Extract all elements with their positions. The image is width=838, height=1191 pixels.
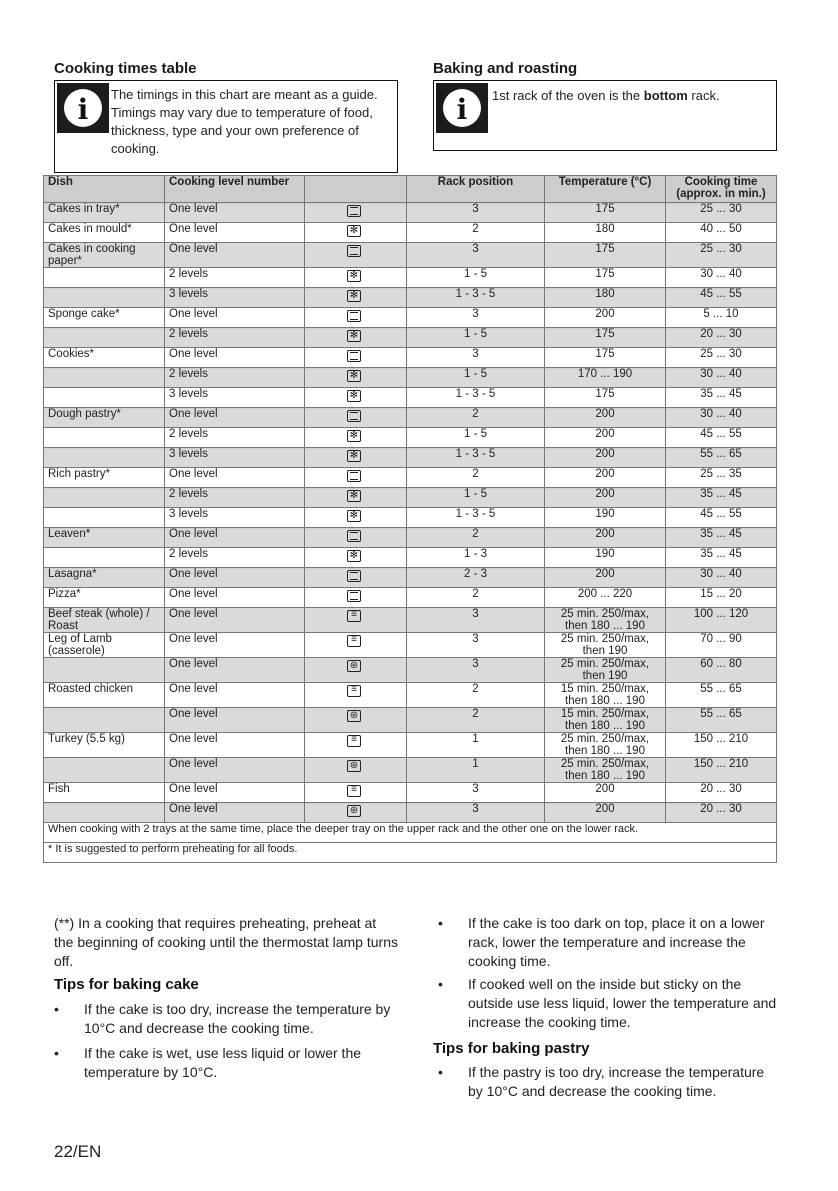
topbottom-heating-icon (347, 570, 361, 582)
cell-dish: Pizza* (44, 588, 165, 608)
cell-cooking-time: 35 ... 45 (666, 488, 777, 508)
cell-temperature: 15 min. 250/max, then 180 ... 190 (545, 708, 666, 733)
cell-function (305, 288, 407, 308)
cell-cooking-time: 15 ... 20 (666, 588, 777, 608)
cell-temperature: 15 min. 250/max, then 180 ... 190 (545, 683, 666, 708)
cell-temperature: 175 (545, 388, 666, 408)
cell-cooking-time: 40 ... 50 (666, 223, 777, 243)
table-row (44, 608, 777, 633)
cell-dish (44, 388, 165, 408)
table-row (44, 308, 777, 328)
info-text-rack: 1st rack of the oven is the bottom rack. (492, 88, 720, 103)
cell-temperature: 200 (545, 408, 666, 428)
cell-temperature: 200 (545, 468, 666, 488)
cell-function (305, 508, 407, 528)
cell-cooking-level: 2 levels (165, 428, 305, 448)
cell-dish: Beef steak (whole) / Roast (44, 608, 165, 633)
cell-function (305, 633, 407, 658)
cell-rack-position: 1 (407, 758, 545, 783)
cell-temperature: 25 min. 250/max, then 180 ... 190 (545, 608, 666, 633)
cell-function (305, 608, 407, 633)
cell-cooking-level: One level (165, 243, 305, 268)
table-header-row (44, 176, 777, 203)
cell-cooking-level: 3 levels (165, 508, 305, 528)
cell-function (305, 268, 407, 288)
cell-rack-position: 2 (407, 468, 545, 488)
bullet-dot: • (438, 915, 443, 931)
cell-cooking-level: One level (165, 223, 305, 243)
cell-temperature: 200 (545, 803, 666, 823)
cell-rack-position: 1 - 5 (407, 368, 545, 388)
cell-dish: Cookies* (44, 348, 165, 368)
table-row (44, 243, 777, 268)
cell-temperature: 200 (545, 448, 666, 468)
table-row (44, 468, 777, 488)
cell-cooking-time: 55 ... 65 (666, 448, 777, 468)
cell-temperature: 200 ... 220 (545, 588, 666, 608)
cell-rack-position: 3 (407, 633, 545, 658)
footnote-row (44, 843, 777, 863)
table-row (44, 408, 777, 428)
cell-cooking-level: One level (165, 803, 305, 823)
fangrill-heating-icon (347, 660, 361, 672)
cell-dish (44, 268, 165, 288)
grill-heating-icon (347, 685, 361, 697)
cell-function (305, 328, 407, 348)
cell-dish: Turkey (5.5 kg) (44, 733, 165, 758)
cell-cooking-level: One level (165, 733, 305, 758)
fan-heating-icon (347, 510, 361, 522)
fan-heating-icon (347, 330, 361, 342)
bullet-dot: • (54, 1001, 59, 1017)
table-row (44, 428, 777, 448)
cell-temperature: 25 min. 250/max, then 190 (545, 658, 666, 683)
table-row (44, 708, 777, 733)
cell-function (305, 803, 407, 823)
table-row (44, 803, 777, 823)
cell-dish: Leg of Lamb (casserole) (44, 633, 165, 658)
cell-function (305, 223, 407, 243)
cell-function (305, 448, 407, 468)
cell-cooking-level: One level (165, 658, 305, 683)
cell-cooking-time: 150 ... 210 (666, 758, 777, 783)
header-cooking-level: Cooking level number (165, 176, 305, 203)
page-number: 22/EN (54, 1142, 102, 1161)
cell-function (305, 468, 407, 488)
table-row (44, 548, 777, 568)
cell-temperature: 200 (545, 568, 666, 588)
table-row (44, 368, 777, 388)
cell-function (305, 488, 407, 508)
cell-function (305, 368, 407, 388)
cell-function (305, 348, 407, 368)
table-row (44, 568, 777, 588)
cell-dish: Sponge cake* (44, 308, 165, 328)
table-row (44, 758, 777, 783)
cell-cooking-level: One level (165, 683, 305, 708)
table-row (44, 528, 777, 548)
cell-dish (44, 708, 165, 733)
cell-dish (44, 288, 165, 308)
cell-temperature: 175 (545, 328, 666, 348)
cell-temperature: 200 (545, 428, 666, 448)
fan-heating-icon (347, 370, 361, 382)
table-row (44, 658, 777, 683)
cell-cooking-time: 20 ... 30 (666, 803, 777, 823)
cell-rack-position: 2 (407, 683, 545, 708)
cell-cooking-time: 55 ... 65 (666, 683, 777, 708)
cell-cooking-level: 2 levels (165, 488, 305, 508)
cell-dish (44, 548, 165, 568)
cell-cooking-time: 30 ... 40 (666, 408, 777, 428)
cell-rack-position: 1 - 3 - 5 (407, 448, 545, 468)
topbottom-heating-icon (347, 205, 361, 217)
cell-temperature: 25 min. 250/max, then 180 ... 190 (545, 758, 666, 783)
cell-function (305, 588, 407, 608)
cell-temperature: 175 (545, 268, 666, 288)
cell-rack-position: 1 - 3 (407, 548, 545, 568)
cell-rack-position: 2 (407, 708, 545, 733)
table-row (44, 448, 777, 468)
cell-dish (44, 658, 165, 683)
table-row (44, 288, 777, 308)
cell-rack-position: 3 (407, 348, 545, 368)
cell-cooking-level: 3 levels (165, 288, 305, 308)
cell-cooking-level: One level (165, 528, 305, 548)
cell-cooking-level: One level (165, 708, 305, 733)
cell-dish (44, 508, 165, 528)
cell-cooking-level: One level (165, 308, 305, 328)
cell-temperature: 25 min. 250/max, then 190 (545, 633, 666, 658)
cell-temperature: 190 (545, 508, 666, 528)
cell-dish (44, 803, 165, 823)
fan-heating-icon (347, 430, 361, 442)
info-icon: i (57, 83, 109, 133)
cell-function (305, 708, 407, 733)
fan-heating-icon (347, 550, 361, 562)
bullet-dot: • (438, 976, 443, 992)
cell-temperature: 200 (545, 308, 666, 328)
cell-cooking-time: 25 ... 30 (666, 203, 777, 223)
cell-rack-position: 3 (407, 243, 545, 268)
header-rack-position: Rack position (407, 176, 545, 203)
info-box-rack (433, 80, 777, 151)
cell-function (305, 548, 407, 568)
footnote-trays: When cooking with 2 trays at the same time, place the deeper tray on the upper rack and the other one on the lower rack. (44, 823, 777, 843)
fangrill-heating-icon (347, 760, 361, 772)
footnote-preheat: * It is suggested to perform preheating for all foods. (44, 843, 777, 863)
cell-function (305, 758, 407, 783)
cell-temperature: 175 (545, 348, 666, 368)
cell-function (305, 243, 407, 268)
cell-cooking-time: 45 ... 55 (666, 288, 777, 308)
cell-temperature: 180 (545, 223, 666, 243)
cell-cooking-time: 35 ... 45 (666, 548, 777, 568)
cell-cooking-time: 45 ... 55 (666, 508, 777, 528)
cell-function (305, 568, 407, 588)
cell-rack-position: 2 (407, 223, 545, 243)
cell-function (305, 308, 407, 328)
cell-dish (44, 368, 165, 388)
cell-rack-position: 3 (407, 803, 545, 823)
cell-rack-position: 1 - 5 (407, 428, 545, 448)
cell-temperature: 175 (545, 203, 666, 223)
cell-rack-position: 3 (407, 608, 545, 633)
topbottom-heating-icon (347, 245, 361, 257)
grill-heating-icon (347, 735, 361, 747)
cell-rack-position: 3 (407, 308, 545, 328)
table-row (44, 588, 777, 608)
cell-temperature: 200 (545, 783, 666, 803)
cell-cooking-time: 100 ... 120 (666, 608, 777, 633)
cell-dish: Cakes in cooking paper* (44, 243, 165, 268)
cell-cooking-level: One level (165, 758, 305, 783)
cell-temperature: 200 (545, 528, 666, 548)
cell-function (305, 683, 407, 708)
cell-cooking-time: 20 ... 30 (666, 783, 777, 803)
fan-heating-icon (347, 225, 361, 237)
cell-cooking-time: 150 ... 210 (666, 733, 777, 758)
tips-pastry-heading: Tips for baking pastry (433, 1040, 590, 1057)
cell-rack-position: 3 (407, 783, 545, 803)
cell-cooking-time: 25 ... 30 (666, 348, 777, 368)
header-temperature: Temperature (°C) (545, 176, 666, 203)
info-icon: i (436, 83, 488, 133)
table-row (44, 348, 777, 368)
cell-cooking-level: One level (165, 588, 305, 608)
table-row (44, 328, 777, 348)
info-box-guide (54, 80, 398, 173)
cell-rack-position: 1 - 3 - 5 (407, 288, 545, 308)
table-row (44, 683, 777, 708)
grill-heating-icon (347, 785, 361, 797)
cell-dish: Dough pastry* (44, 408, 165, 428)
fan-heating-icon (347, 270, 361, 282)
cell-rack-position: 2 (407, 528, 545, 548)
table-row (44, 508, 777, 528)
cell-cooking-level: One level (165, 633, 305, 658)
table-row (44, 268, 777, 288)
cell-dish: Leaven* (44, 528, 165, 548)
table-row (44, 783, 777, 803)
cell-rack-position: 1 (407, 733, 545, 758)
cell-cooking-level: 3 levels (165, 388, 305, 408)
table-row (44, 203, 777, 223)
topbottom-heating-icon (347, 530, 361, 542)
cell-dish: Cakes in mould* (44, 223, 165, 243)
baking-roasting-heading: Baking and roasting (433, 60, 578, 77)
cell-dish: Fish (44, 783, 165, 803)
cell-function (305, 733, 407, 758)
cell-temperature: 190 (545, 548, 666, 568)
cell-cooking-time: 30 ... 40 (666, 268, 777, 288)
cell-cooking-level: 2 levels (165, 368, 305, 388)
table-row (44, 223, 777, 243)
info-text-guide: The timings in this chart are meant as a guide. Timings may vary due to temperature of food, thickness, type and your own preference of cooking. (111, 87, 378, 156)
cell-cooking-level: One level (165, 608, 305, 633)
cell-function (305, 203, 407, 223)
cell-function (305, 388, 407, 408)
cell-rack-position: 3 (407, 203, 545, 223)
cell-dish: Cakes in tray* (44, 203, 165, 223)
fan-heating-icon (347, 290, 361, 302)
cell-dish (44, 428, 165, 448)
cell-dish (44, 488, 165, 508)
cell-rack-position: 2 (407, 408, 545, 428)
cell-dish: Lasagna* (44, 568, 165, 588)
cell-dish: Roasted chicken (44, 683, 165, 708)
table-row (44, 488, 777, 508)
fan-heating-icon (347, 450, 361, 462)
cell-function (305, 528, 407, 548)
cell-function (305, 658, 407, 683)
cell-rack-position: 3 (407, 658, 545, 683)
cell-cooking-level: 2 levels (165, 328, 305, 348)
cell-rack-position: 1 - 3 - 5 (407, 508, 545, 528)
header-cooking-time: Cooking time (approx. in min.) (666, 176, 777, 203)
cell-cooking-level: 3 levels (165, 448, 305, 468)
cell-cooking-level: One level (165, 203, 305, 223)
table-row (44, 633, 777, 658)
cell-dish: Rich pastry* (44, 468, 165, 488)
table-row (44, 733, 777, 758)
cell-cooking-level: One level (165, 408, 305, 428)
topbottom-heating-icon (347, 410, 361, 422)
cell-cooking-level: 2 levels (165, 548, 305, 568)
tips-cake-heading: Tips for baking cake (54, 976, 199, 993)
fan-heating-icon (347, 490, 361, 502)
cell-temperature: 200 (545, 488, 666, 508)
cell-rack-position: 2 - 3 (407, 568, 545, 588)
grill-heating-icon (347, 635, 361, 647)
cell-cooking-time: 55 ... 65 (666, 708, 777, 733)
cooking-times-heading: Cooking times table (54, 60, 197, 77)
cell-rack-position: 2 (407, 588, 545, 608)
cell-cooking-time: 5 ... 10 (666, 308, 777, 328)
fangrill-heating-icon (347, 710, 361, 722)
cell-cooking-time: 35 ... 45 (666, 528, 777, 548)
cell-cooking-time: 30 ... 40 (666, 368, 777, 388)
cell-cooking-level: One level (165, 783, 305, 803)
cell-cooking-time: 25 ... 30 (666, 243, 777, 268)
cell-temperature: 175 (545, 243, 666, 268)
cell-rack-position: 1 - 5 (407, 268, 545, 288)
cell-rack-position: 1 - 5 (407, 328, 545, 348)
header-function (305, 176, 407, 203)
cell-cooking-time: 25 ... 35 (666, 468, 777, 488)
cell-cooking-level: 2 levels (165, 268, 305, 288)
topbottom-heating-icon (347, 310, 361, 322)
preheat-note: (**) In a cooking that requires preheating, preheat at the beginning of cooking until the thermostat lamp turns off. (54, 915, 398, 969)
bullet-dot: • (438, 1064, 443, 1080)
table-row (44, 388, 777, 408)
topbottom-heating-icon (347, 350, 361, 362)
cell-cooking-level: One level (165, 468, 305, 488)
header-dish: Dish (44, 176, 165, 203)
cell-cooking-level: One level (165, 568, 305, 588)
cell-function (305, 408, 407, 428)
cell-cooking-time: 60 ... 80 (666, 658, 777, 683)
footnote-row (44, 823, 777, 843)
cooking-times-table (43, 175, 777, 863)
fan-heating-icon (347, 390, 361, 402)
cell-dish (44, 448, 165, 468)
cell-cooking-time: 70 ... 90 (666, 633, 777, 658)
topbottom-heating-icon (347, 470, 361, 482)
grill-heating-icon (347, 610, 361, 622)
cell-temperature: 170 ... 190 (545, 368, 666, 388)
cell-rack-position: 1 - 5 (407, 488, 545, 508)
cell-cooking-time: 30 ... 40 (666, 568, 777, 588)
cell-function (305, 783, 407, 803)
cell-cooking-time: 20 ... 30 (666, 328, 777, 348)
cell-rack-position: 1 - 3 - 5 (407, 388, 545, 408)
fangrill-heating-icon (347, 805, 361, 817)
bullet-dot: • (54, 1045, 59, 1061)
cell-cooking-time: 35 ... 45 (666, 388, 777, 408)
cell-cooking-level: One level (165, 348, 305, 368)
topbottom-heating-icon (347, 590, 361, 602)
cell-temperature: 25 min. 250/max, then 180 ... 190 (545, 733, 666, 758)
cell-dish (44, 328, 165, 348)
cell-function (305, 428, 407, 448)
cell-temperature: 180 (545, 288, 666, 308)
cell-dish (44, 758, 165, 783)
cell-cooking-time: 45 ... 55 (666, 428, 777, 448)
